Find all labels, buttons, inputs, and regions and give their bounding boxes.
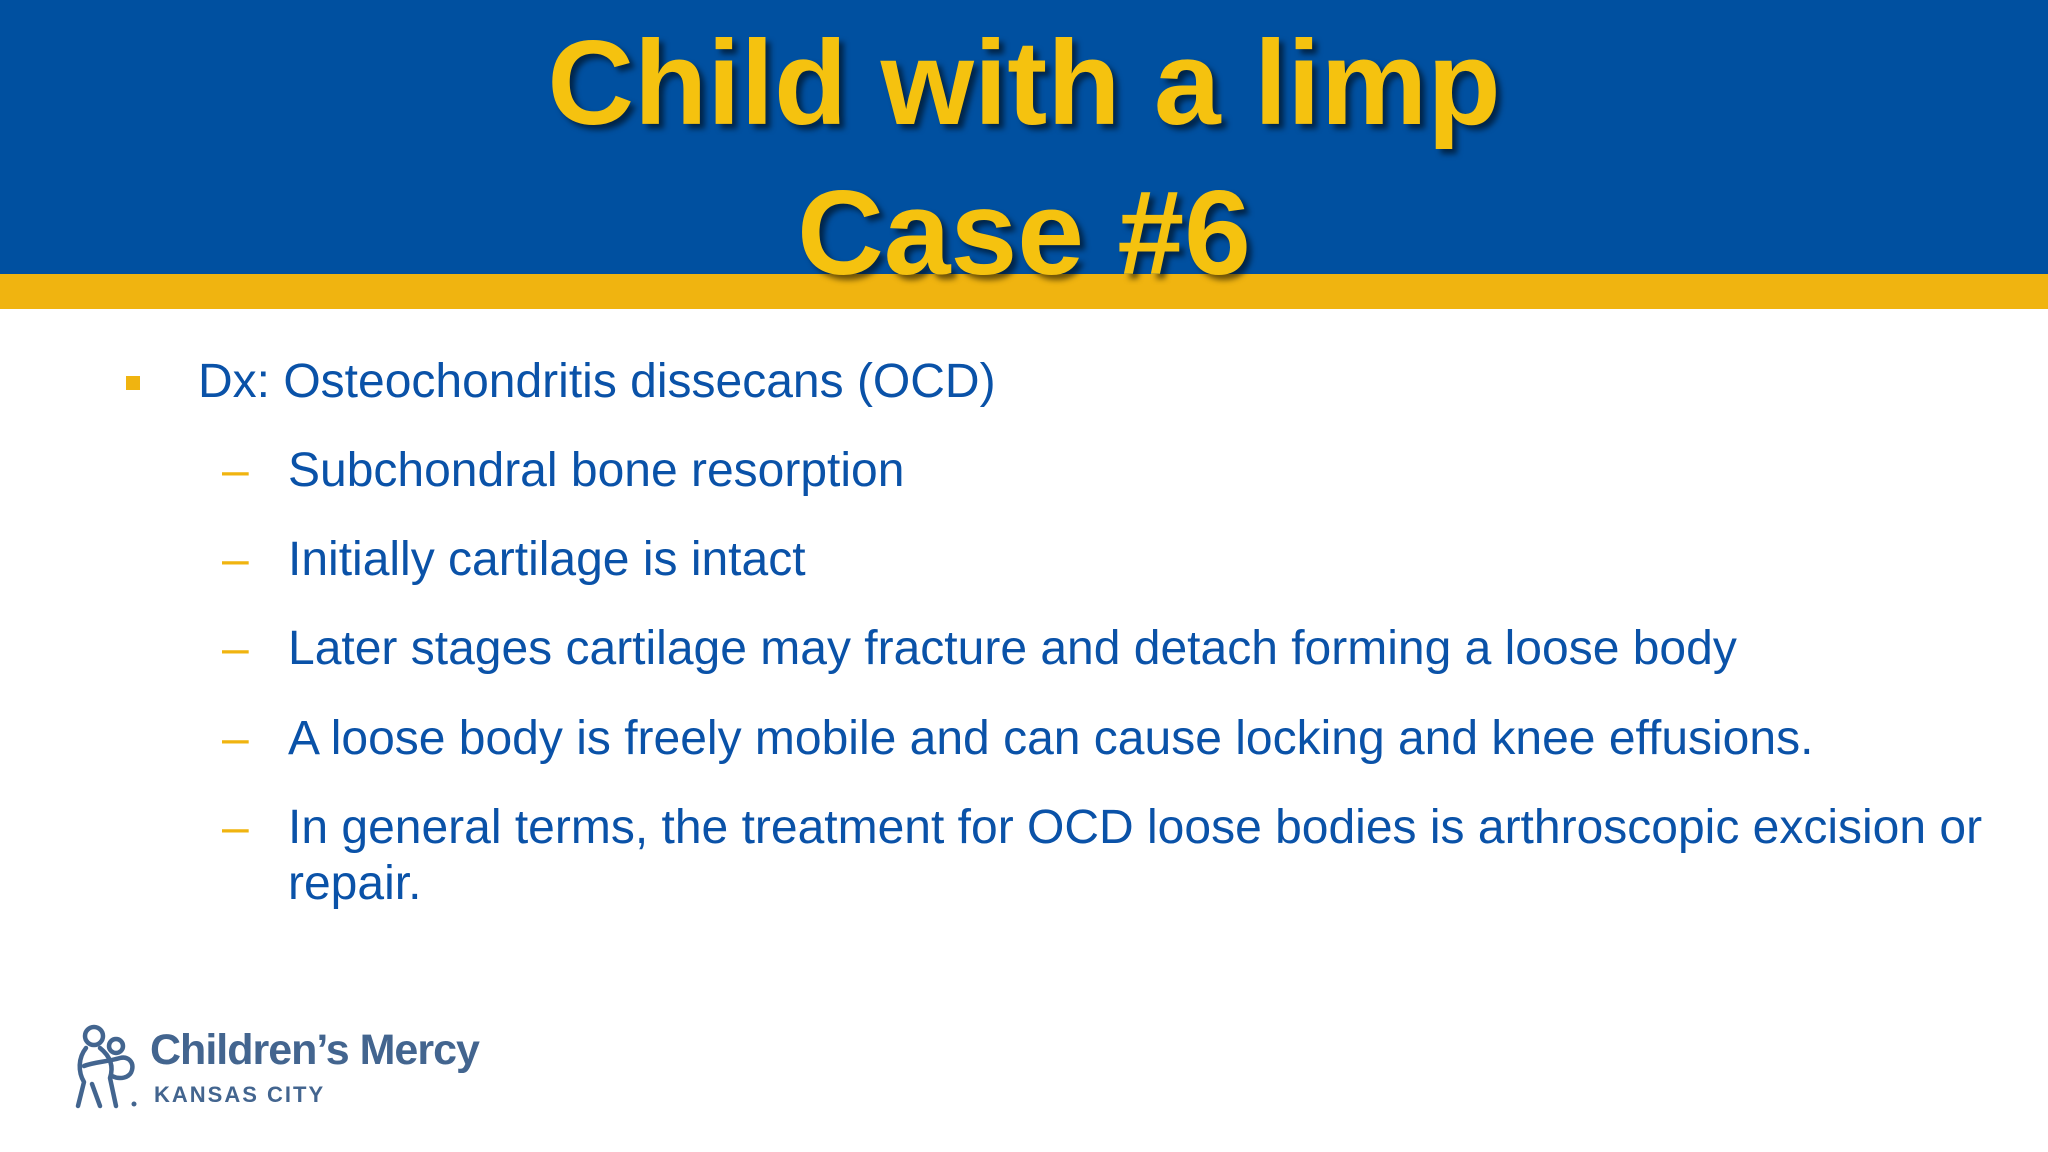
square-bullet-icon xyxy=(126,376,140,390)
main-bullet-text: Dx: Osteochondritis dissecans (OCD) xyxy=(198,355,996,408)
slide-title-line-1: Child with a limp xyxy=(547,16,1501,150)
logo-wordmark: Children’s Mercy xyxy=(150,1026,479,1074)
dash-bullet-icon: – xyxy=(222,622,249,675)
sub-bullet-text: A loose body is freely mobile and can cause locking and knee effusions. xyxy=(288,712,1814,765)
sub-bullet-text: Subchondral bone resorption xyxy=(288,444,905,497)
childrens-mercy-logo xyxy=(70,1022,479,1112)
dash-bullet-icon: – xyxy=(222,712,249,765)
sub-bullet-text: Later stages cartilage may fracture and detach forming a loose body xyxy=(288,622,1737,675)
dash-bullet-icon: – xyxy=(222,533,249,586)
logo-city: KANSAS CITY xyxy=(154,1082,326,1107)
sub-bullet-text: Initially cartilage is intact xyxy=(288,533,806,586)
sub-bullet-text: In general terms, the treatment for OCD loose bodies is arthroscopic excision or repair. xyxy=(288,801,1983,910)
dash-bullet-icon: – xyxy=(222,444,249,497)
dash-bullet-icon: – xyxy=(222,801,249,854)
slide-title-line-2: Case #6 xyxy=(797,166,1251,300)
childrens-mercy-figure-icon xyxy=(70,1022,142,1110)
